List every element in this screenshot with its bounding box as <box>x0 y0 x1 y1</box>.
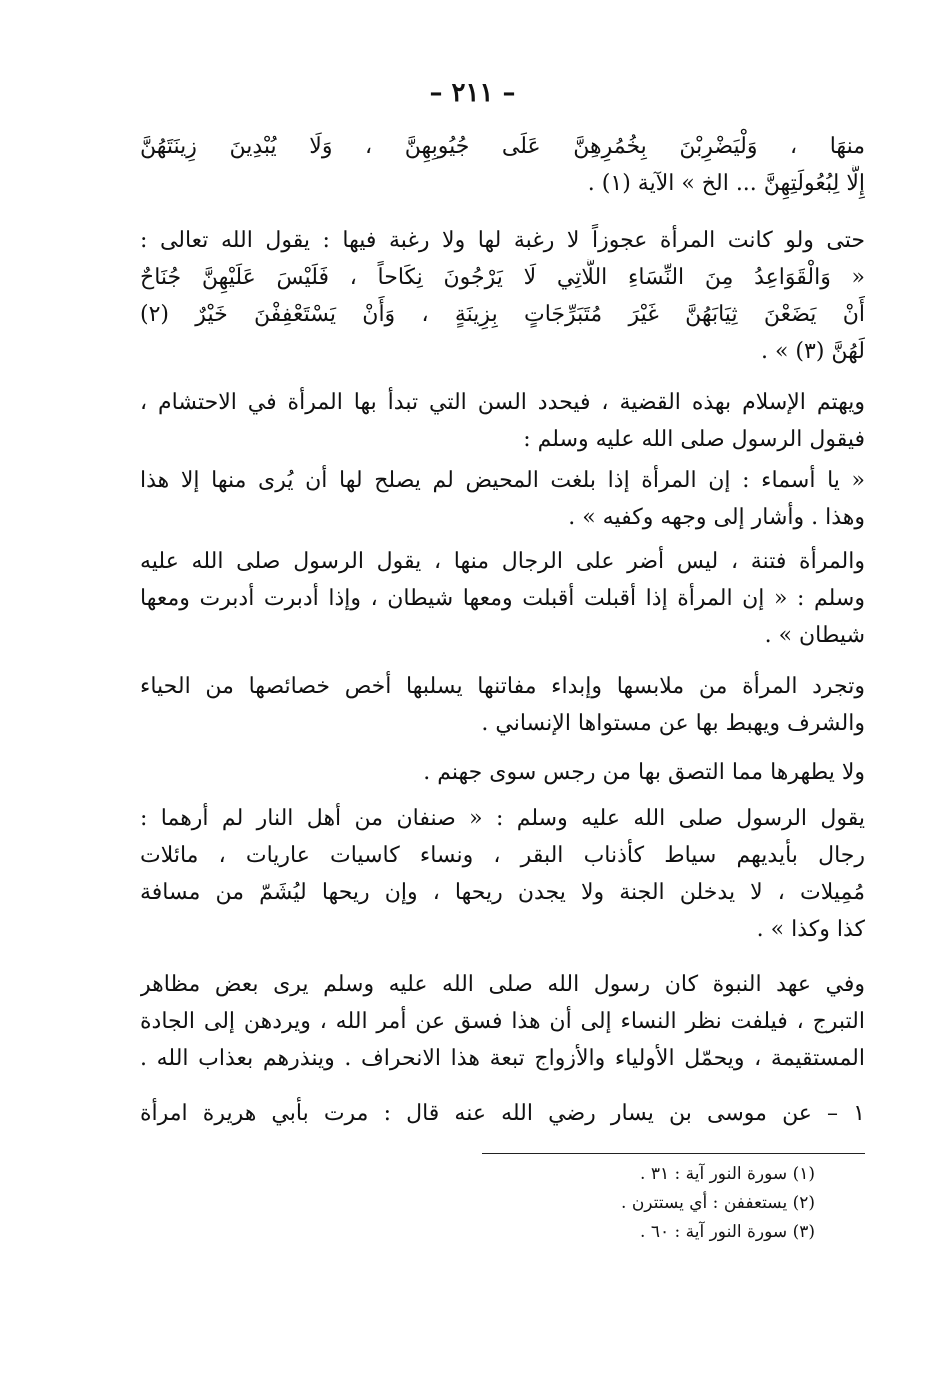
text-line: أَنْ يَضَعْنَ ثِيَابَهُنَّ غَيْرَ مُتَبَرِّجَاتٍ بِزِينَةٍ ، وَأَنْ يَسْتَعْفِفْنَ خَيْرٌ (٢) <box>140 302 865 327</box>
paragraph-hadith-asmaa <box>140 462 865 536</box>
text-line: مُمِيلات ، لا يدخلن الجنة ولا يجدن ريحها ، وإن ريحها ليُشَمّ من مسافة <box>140 880 865 905</box>
text-line: المستقيمة ، ويحمّل الأولياء والأزواج تبعة هذا الانحراف . وينذرهم بعذاب الله . <box>140 1046 865 1071</box>
paragraph-verse-continuation <box>140 128 865 202</box>
text-line: وفي عهد النبوة كان رسول الله صلى الله عليه وسلم يرى بعض مظاهر <box>140 972 865 997</box>
paragraph-fitna <box>140 543 865 654</box>
paragraph-purification <box>140 754 865 791</box>
paragraph-prophetic-era <box>140 966 865 1077</box>
text-line: يقول الرسول صلى الله عليه وسلم : « صنفان من أهل النار لم أرهما : <box>140 806 865 831</box>
paragraph-numbered-item <box>140 1095 865 1132</box>
footnote-divider <box>482 1153 865 1154</box>
footnote-2: (٢) يستعففن : أي يستترن . <box>621 1193 815 1213</box>
text-line: كذا وكذا » . <box>756 917 865 942</box>
text-line: منهَا ، وَلْيَضْرِبْنَ بِخُمُرِهِنَّ عَلَى جُيُوبِهِنَّ ، وَلَا يُبْدِينَ زِينَتَهُنَّ <box>140 134 865 159</box>
footnote-3: (٣) سورة النور آية : ٦٠ . <box>640 1222 815 1242</box>
paragraph-age-of-modesty <box>140 384 865 458</box>
page-number: – ٢١١ – <box>429 78 516 108</box>
text-line: « وَالْقَوَاعِدُ مِنَ النِّسَاءِ اللَّاتِي لَا يَرْجُونَ نِكَاحاً ، فَلَيْسَ عَلَيْهِنَّ جُنَاحٌ <box>140 265 865 290</box>
text-line: شيطان » . <box>764 623 865 648</box>
text-line: والمرأة فتنة ، ليس أضر على الرجال منها ، يقول الرسول صلى الله عليه <box>140 549 865 574</box>
text-line: ويهتم الإسلام بهذه القضية ، فيحدد السن التي تبدأ بها المرأة في الاحتشام ، <box>140 390 865 415</box>
paragraph-modesty-loss <box>140 668 865 742</box>
text-line: فيقول الرسول صلى الله عليه وسلم : <box>523 427 865 452</box>
paragraph-elderly-women <box>140 222 865 370</box>
text-line: ١ – عن موسى بن يسار رضي الله عنه قال : مرت بأبي هريرة امرأة <box>140 1101 865 1126</box>
paragraph-hadith-two-types <box>140 800 865 948</box>
text-line: وتجرد المرأة من ملابسها وإبداء مفاتنها يسلبها أخص خصائصها من الحياء <box>140 674 865 699</box>
text-line: « يا أسماء : إن المرأة إذا بلغت المحيض لم يصلح لها أن يُرى منها إلا هذا <box>140 468 865 493</box>
text-line: لَهُنَّ (٣) » . <box>760 339 865 364</box>
text-line: رجال بأيديهم سياط كأذناب البقر ، ونساء كاسيات عاريات ، مائلات <box>140 843 865 868</box>
text-line: والشرف ويهبط بها عن مستواها الإنساني . <box>481 711 865 736</box>
text-line: ولا يطهرها مما التصق بها من رجس سوى جهنم . <box>423 760 865 785</box>
footnote-1: (١) سورة النور آية : ٣١ . <box>640 1164 815 1184</box>
text-line: وسلم : « إن المرأة إذا أقبلت أقبلت ومعها شيطان ، وإذا أدبرت أدبرت ومعها <box>140 586 865 611</box>
text-line: وهذا . وأشار إلى وجهه وكفيه » . <box>568 505 865 530</box>
text-line: إِلَّا لِبُعُولَتِهِنَّ ... الخ » الآية (١) . <box>587 171 865 196</box>
text-line: التبرج ، فيلفت نظر النساء إلى أن هذا فسق عن أمر الله ، ويردهن إلى الجادة <box>140 1009 865 1034</box>
text-line: حتى ولو كانت المرأة عجوزاً لا رغبة لها ولا رغبة فيها : يقول الله تعالى : <box>140 228 865 253</box>
footnotes <box>400 1160 815 1247</box>
